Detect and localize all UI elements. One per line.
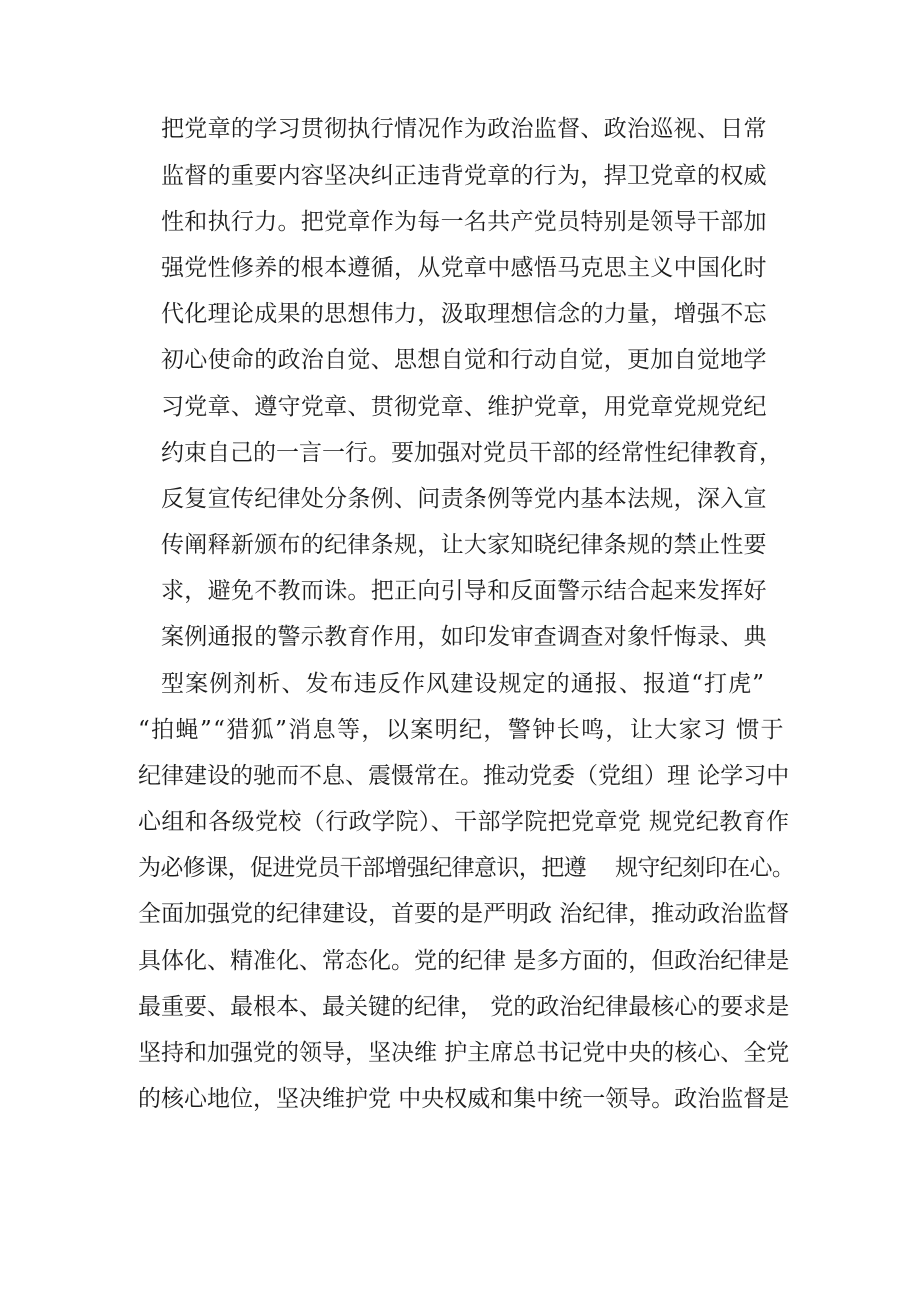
text-line: 习党章、遵守党章、贯彻党章、维护党章，用党章党规党纪 [161,394,767,420]
text-line: 为必修课，促进党员干部增强纪律意识，把遵 规守纪刻印在心。 [138,855,795,881]
text-line: 求，避免不教而诛。把正向引导和反面警示结合起来发挥好 [161,578,767,604]
text-line: 的核心地位，坚决维护党 中央权威和集中统一领导。政治监督是 [138,1086,790,1112]
text-line: 最重要、最根本、最关键的纪律， 党的政治纪律最核心的要求是 [138,994,790,1020]
text-line: 监督的重要内容坚决纠正违背党章的行为，捍卫党章的权威 [161,163,767,189]
text-line: 强党性修养的根本遵循，从党章中感悟马克思主义中国化时 [161,255,767,281]
text-line: 把党章的学习贯彻执行情况作为政治监督、政治巡视、日常 [161,116,767,142]
text-line: 具体化、精准化、常态化。党的纪律 是多方面的，但政治纪律是 [138,948,790,974]
text-line: 代化理论成果的思想伟力，汲取理想信念的力量，增强不忘 [161,301,767,327]
text-line: 传阐释新颁布的纪律条规，让大家知晓纪律条规的禁止性要 [161,532,767,558]
text-line: 纪律建设的驰而不息、震慑常在。推动党委（党组）理 论学习中 [138,763,790,789]
text-line: “拍蝇”“猎狐”消息等，以案明纪，警钟长鸣，让大家习 惯于 [138,717,785,743]
text-line: 心组和各级党校（行政学院）、干部学院把党章党 规党纪教育作 [138,809,790,835]
text-line: 案例通报的警示教育作用，如印发审查调查对象忏悔录、典 [161,624,767,650]
text-line: 初心使命的政治自觉、思想自觉和行动自觉，更加自觉地学 [161,347,767,373]
text-line: 全面加强党的纪律建设，首要的是严明政 治纪律，推动政治监督 [138,901,790,927]
text-line: 性和执行力。把党章作为每一名共产党员特别是领导干部加 [161,209,767,235]
text-line: 型案例剂析、发布违反作风建设规定的通报、报道“打虎” [161,671,766,697]
text-line: 坚持和加强党的领导，坚决维 护主席总书记党中央的核心、全党 [138,1040,790,1066]
text-line: 约束自己的一言一行。要加强对党员干部的经常性纪律教育， [161,440,782,466]
text-line: 反复宣传纪律处分条例、问责条例等党内基本法规，深入宣 [161,486,767,512]
